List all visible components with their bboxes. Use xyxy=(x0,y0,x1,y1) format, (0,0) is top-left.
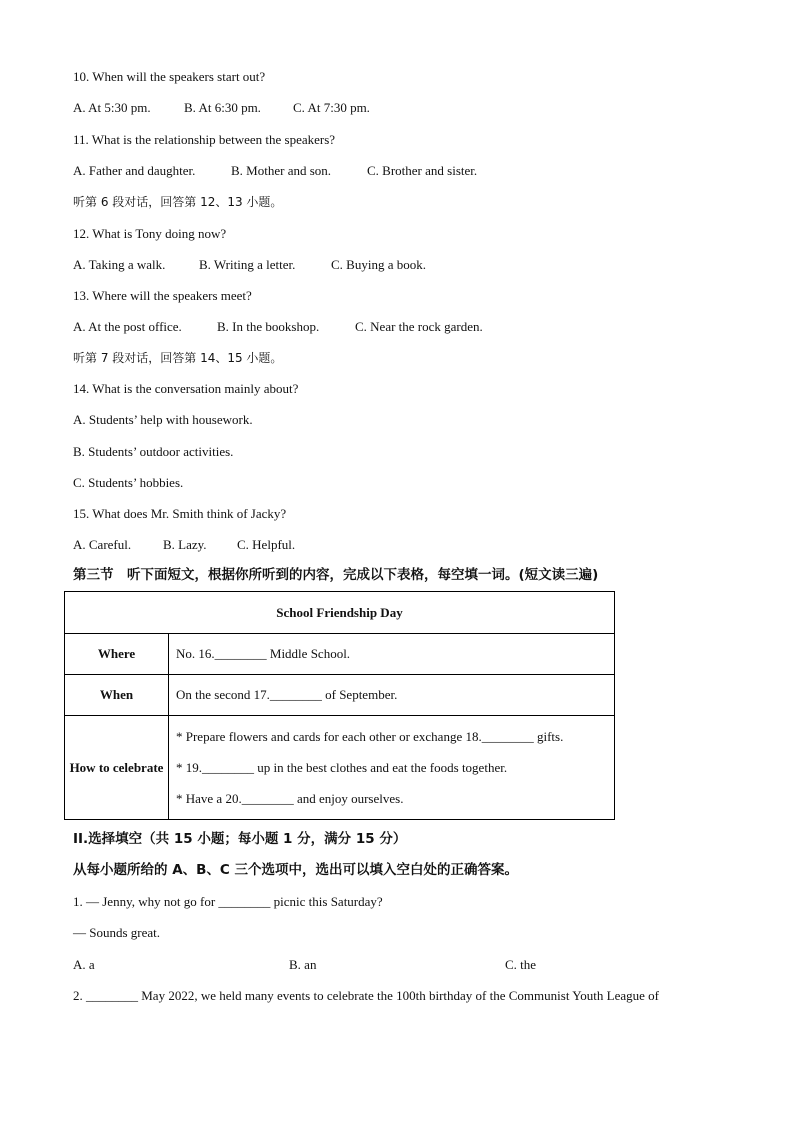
where-label: Where xyxy=(65,634,169,675)
option-a: A. Careful. xyxy=(73,537,132,552)
option-c: C. Buying a book. xyxy=(331,257,426,272)
option-b: B. Mother and son. xyxy=(231,163,332,178)
option-c: C. Near the rock garden. xyxy=(355,319,483,334)
when-value: On the second 17.________ of September. xyxy=(169,675,615,716)
option-a: A. At 5:30 pm. xyxy=(73,100,151,115)
option-c: C. Helpful. xyxy=(237,537,296,552)
option-c: C. At 7:30 pm. xyxy=(293,100,370,115)
question-15: 15. What does Mr. Smith think of Jacky? xyxy=(73,506,287,521)
options-12 xyxy=(73,257,426,273)
option-b: B. Writing a letter. xyxy=(199,257,296,272)
dialog-6-instruction: 听第 6 段对话，回答第 12、13 小题。 xyxy=(73,195,283,209)
how-item: * 19.________ up in the best clothes and eat the foods together. xyxy=(176,760,508,775)
option-a: A. Taking a walk. xyxy=(73,257,166,272)
options-11 xyxy=(73,163,477,179)
question-14: 14. What is the conversation mainly about? xyxy=(73,381,299,396)
option-b: B. Students’ outdoor activities. xyxy=(73,444,234,459)
option-c: C. Students’ hobbies. xyxy=(73,475,184,490)
option-a: A. At the post office. xyxy=(73,319,182,334)
options-13 xyxy=(73,319,483,335)
options-15 xyxy=(73,537,295,553)
question-12: 12. What is Tony doing now? xyxy=(73,226,227,241)
question-11: 11. What is the relationship between the speakers? xyxy=(73,132,336,147)
friendship-day-table xyxy=(64,591,615,820)
options-1 xyxy=(73,957,536,973)
part-2-heading: II.选择填空（共 15 小题；每小题 1 分，满分 15 分） xyxy=(73,831,407,847)
table-title: School Friendship Day xyxy=(65,592,615,634)
option-a: A. Father and daughter. xyxy=(73,163,196,178)
option-c: C. Brother and sister. xyxy=(367,163,478,178)
part-2-instruction: 从每小题所给的 A、B、C 三个选项中，选出可以填入空白处的正确答案。 xyxy=(73,862,519,878)
option-b: B. In the bookshop. xyxy=(217,319,320,334)
option-b: B. At 6:30 pm. xyxy=(184,100,261,115)
dialog-7-instruction: 听第 7 段对话，回答第 14、15 小题。 xyxy=(73,351,283,365)
question-13: 13. Where will the speakers meet? xyxy=(73,288,252,303)
option-b: B. an xyxy=(289,957,317,972)
how-label: How to celebrate xyxy=(65,716,169,820)
how-item: * Have a 20.________ and enjoy ourselves. xyxy=(176,791,404,806)
option-c: C. the xyxy=(505,957,537,972)
question-1: 1. — Jenny, why not go for ________ picnic this Saturday? xyxy=(73,894,383,909)
option-b: B. Lazy. xyxy=(163,537,207,552)
option-a: A. Students’ help with housework. xyxy=(73,412,253,427)
how-value xyxy=(169,716,615,820)
where-value: No. 16.________ Middle School. xyxy=(169,634,615,675)
question-2: 2. ________ May 2022, we held many events to celebrate the 100th birthday of the Communist Youth League of xyxy=(73,988,659,1003)
question-10: 10. When will the speakers start out? xyxy=(73,69,266,84)
section-3-heading: 第三节 听下面短文，根据你所听到的内容，完成以下表格，每空填一词。(短文读三遍) xyxy=(73,567,599,583)
option-a: A. a xyxy=(73,957,95,972)
question-1-reply: — Sounds great. xyxy=(73,925,161,940)
when-label: When xyxy=(65,675,169,716)
how-item: * Prepare flowers and cards for each other or exchange 18.________ gifts. xyxy=(176,729,564,744)
options-10 xyxy=(73,100,370,116)
